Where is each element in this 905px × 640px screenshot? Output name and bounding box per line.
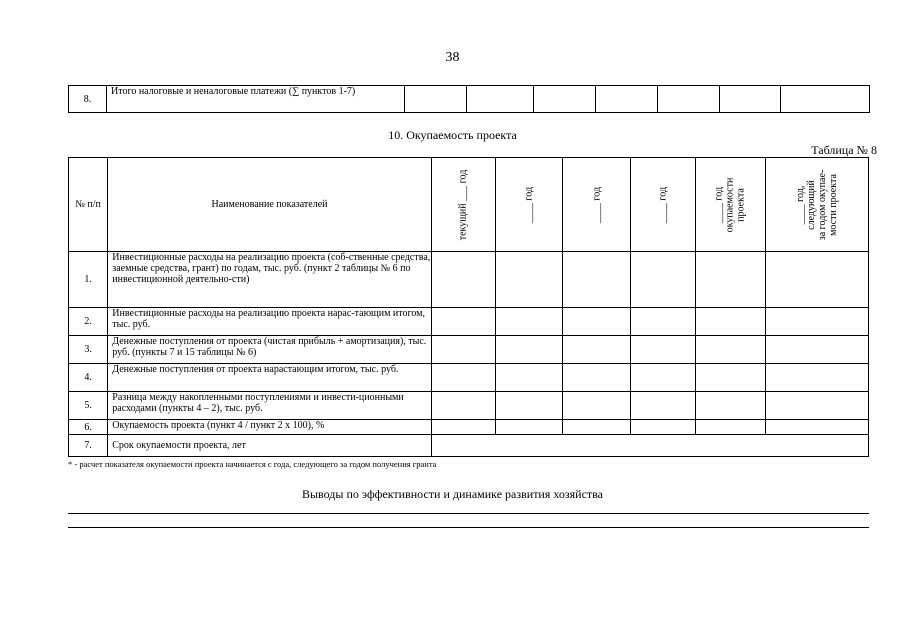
table-caption: Таблица № 8 [811, 143, 877, 157]
value-cell [563, 420, 631, 435]
value-cell [696, 392, 765, 420]
value-cell [431, 308, 495, 336]
row-number: 2. [69, 308, 108, 336]
value-cell [696, 252, 765, 308]
value-cell [765, 364, 868, 392]
footnote: * - расчет показателя окупаемости проекта начинается с года, следующего за годом получения гранта [68, 459, 437, 469]
value-cell [631, 364, 696, 392]
writing-line [68, 527, 869, 528]
value-cell [495, 364, 562, 392]
row-number: 7. [69, 435, 108, 457]
header-col-payback-year: ____ год окупаемости проекта [696, 158, 765, 252]
row-name: Денежные поступления от проекта нарастающим итогом, тыс. руб. [108, 364, 432, 392]
section-title: 10. Окупаемость проекта [388, 128, 517, 142]
value-cell [696, 308, 765, 336]
header-name: Наименование показателей [108, 158, 432, 252]
value-cell [696, 364, 765, 392]
value-cell [765, 392, 868, 420]
value-cell [495, 336, 562, 364]
value-cell [431, 336, 495, 364]
value-cell [534, 86, 596, 113]
header-col-year-2: ____ год [495, 158, 562, 252]
writing-line [68, 513, 869, 514]
row-number: 1. [69, 252, 108, 308]
value-cell [781, 86, 870, 113]
row-name: Срок окупаемости проекта, лет [108, 435, 432, 457]
table-row [69, 435, 869, 457]
value-cell [658, 86, 720, 113]
table-row [69, 252, 869, 308]
value-cell [563, 336, 631, 364]
value-cell [431, 364, 495, 392]
table-row [69, 364, 869, 392]
value-cell [631, 308, 696, 336]
header-col-next-year: ____ год, следующий за годом окупае- мости проекта [765, 158, 868, 252]
table-row [69, 308, 869, 336]
value-cell-merged [431, 435, 868, 457]
row-name: Инвестиционные расходы на реализацию проекта нарас-тающим итогом, тыс. руб. [108, 308, 432, 336]
row-number: 5. [69, 392, 108, 420]
value-cell [467, 86, 534, 113]
header-number: № п/п [69, 158, 108, 252]
payback-table [68, 157, 869, 457]
value-cell [563, 392, 631, 420]
header-col-year-3: ____ год [563, 158, 631, 252]
row-number: 6. [69, 420, 108, 435]
table-row [69, 336, 869, 364]
value-cell [765, 308, 868, 336]
table-row [69, 420, 869, 435]
page-number: 38 [445, 50, 460, 65]
table-row [69, 392, 869, 420]
value-cell [495, 252, 562, 308]
value-cell [431, 252, 495, 308]
table-row [69, 86, 870, 113]
row-name: Итого налоговые и неналоговые платежи (∑ пунктов 1-7) [107, 86, 405, 113]
value-cell [563, 364, 631, 392]
value-cell [563, 252, 631, 308]
value-cell [495, 420, 562, 435]
value-cell [431, 392, 495, 420]
value-cell [563, 308, 631, 336]
row-name: Разница между накопленными поступлениями и инвести-ционными расходами (пункты 4 – 2), тыс. руб. [108, 392, 432, 420]
row-name: Окупаемость проекта (пункт 4 / пункт 2 х 100), % [108, 420, 432, 435]
row-number: 4. [69, 364, 108, 392]
tax-payments-table [68, 85, 870, 113]
table-header-row [69, 158, 869, 252]
value-cell [765, 420, 868, 435]
value-cell [495, 308, 562, 336]
value-cell [596, 86, 658, 113]
value-cell [405, 86, 467, 113]
value-cell [631, 420, 696, 435]
conclusions-title: Выводы по эффективности и динамике развития хозяйства [301, 487, 604, 501]
row-number: 3. [69, 336, 108, 364]
value-cell [631, 392, 696, 420]
value-cell [720, 86, 781, 113]
value-cell [431, 420, 495, 435]
value-cell [631, 336, 696, 364]
value-cell [696, 336, 765, 364]
value-cell [765, 336, 868, 364]
row-name: Инвестиционные расходы на реализацию проекта (соб-ственные средства, заемные средства, грант) по годам, тыс. руб. (пункт 2 таблицы № 6 по инвестиционной деятельно-сти) [108, 252, 432, 308]
value-cell [765, 252, 868, 308]
row-number: 8. [69, 86, 107, 113]
value-cell [495, 392, 562, 420]
value-cell [696, 420, 765, 435]
header-col-current-year: текущий ___ год [431, 158, 495, 252]
header-col-year-4: ____ год [631, 158, 696, 252]
value-cell [631, 252, 696, 308]
row-name: Денежные поступления от проекта (чистая прибыль + амортизация), тыс. руб. (пункты 7 и 15 таблицы № 6) [108, 336, 432, 364]
